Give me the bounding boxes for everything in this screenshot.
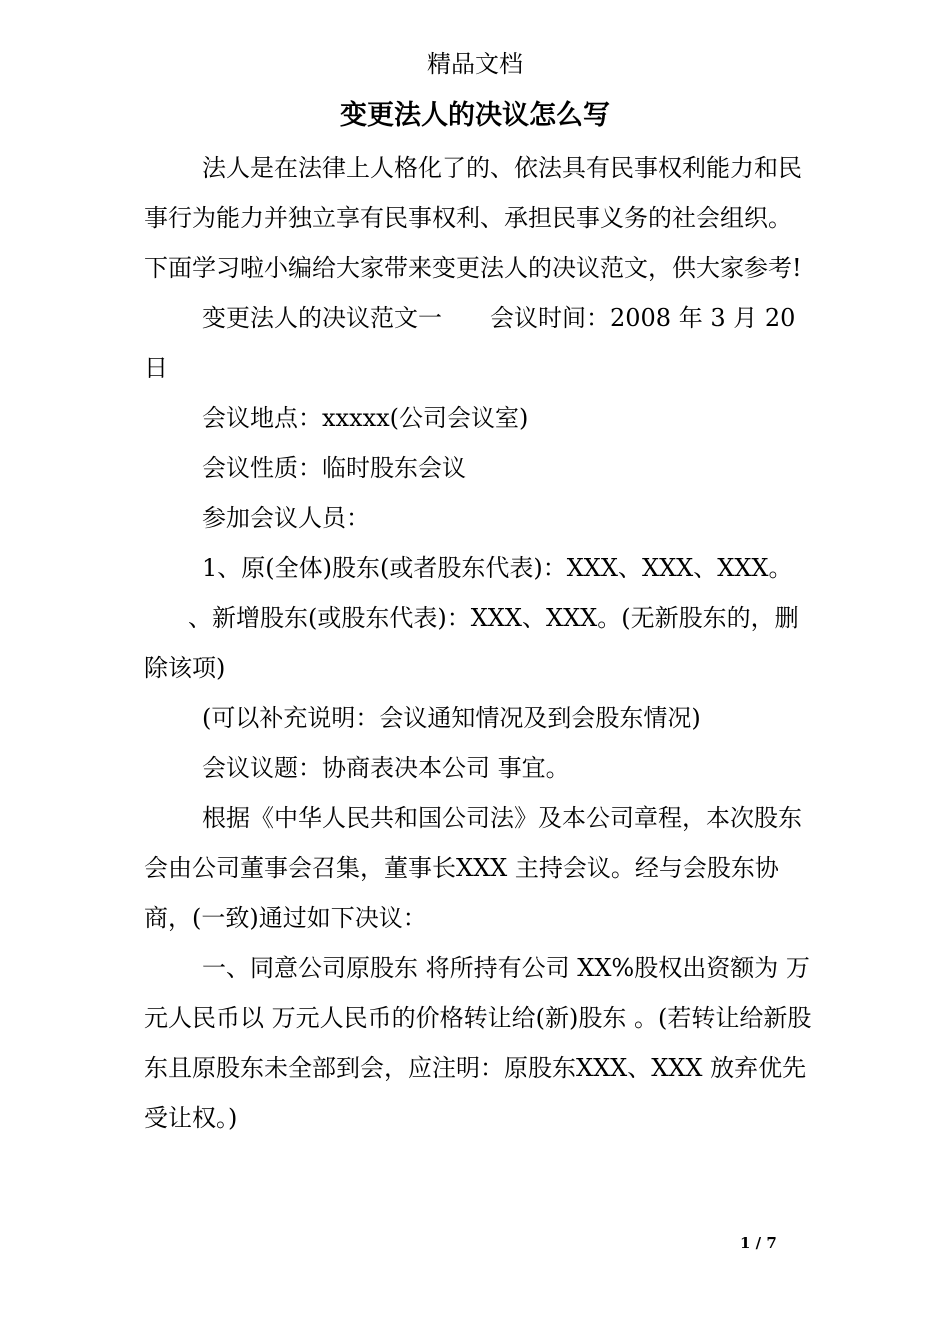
paragraph-sample-heading: 变更法人的决议范文一 会议时间：2008 年 3 月 20 日 <box>144 304 804 382</box>
document-title: 变更法人的决议怎么写 <box>340 100 610 131</box>
paragraph-intro: 法人是在法律上人格化了的、依法具有民事权利能力和民事行为能力并独立享有民事权利、承担民事义务的社会组织。下面学习啦小编给大家带来变更法人的决议范文，供大家参考! <box>144 154 802 282</box>
page-number: 1 / 7 <box>740 1234 777 1252</box>
paragraph-resolution-one: 一、同意公司原股东 将所持有公司 XX%股权出资额为 万元人民币以 万元人民币的价格转让给(新)股东 。(若转让给新股东且原股东未全部到会，应注明：原股东XXX、XXX 放弃优先受让权。) <box>144 954 812 1132</box>
paragraph-new-shareholders: 、新增股东(或股东代表)：XXX、XXX。(无新股东的，删除该项) <box>144 604 799 682</box>
paragraph-supplement-note: (可以补充说明：会议通知情况及到会股东情况) <box>202 704 701 732</box>
page-header: 精品文档 <box>427 50 523 78</box>
document-body <box>144 143 812 1143</box>
paragraph-attendees-label: 参加会议人员： <box>202 504 370 532</box>
paragraph-meeting-topic: 会议议题：协商表决本公司 事宜。 <box>202 754 570 782</box>
paragraph-resolution-basis: 根据《中华人民共和国公司法》及本公司章程，本次股东会由公司董事会召集，董事长XXX 主持会议。经与会股东协商，(一致)通过如下决议： <box>144 804 802 932</box>
paragraph-meeting-location: 会议地点：xxxxx(公司会议室) <box>202 404 529 432</box>
paragraph-original-shareholders: 1、原(全体)股东(或者股东代表)：XXX、XXX、XXX。 <box>202 554 793 582</box>
paragraph-meeting-nature: 会议性质：临时股东会议 <box>202 454 466 482</box>
